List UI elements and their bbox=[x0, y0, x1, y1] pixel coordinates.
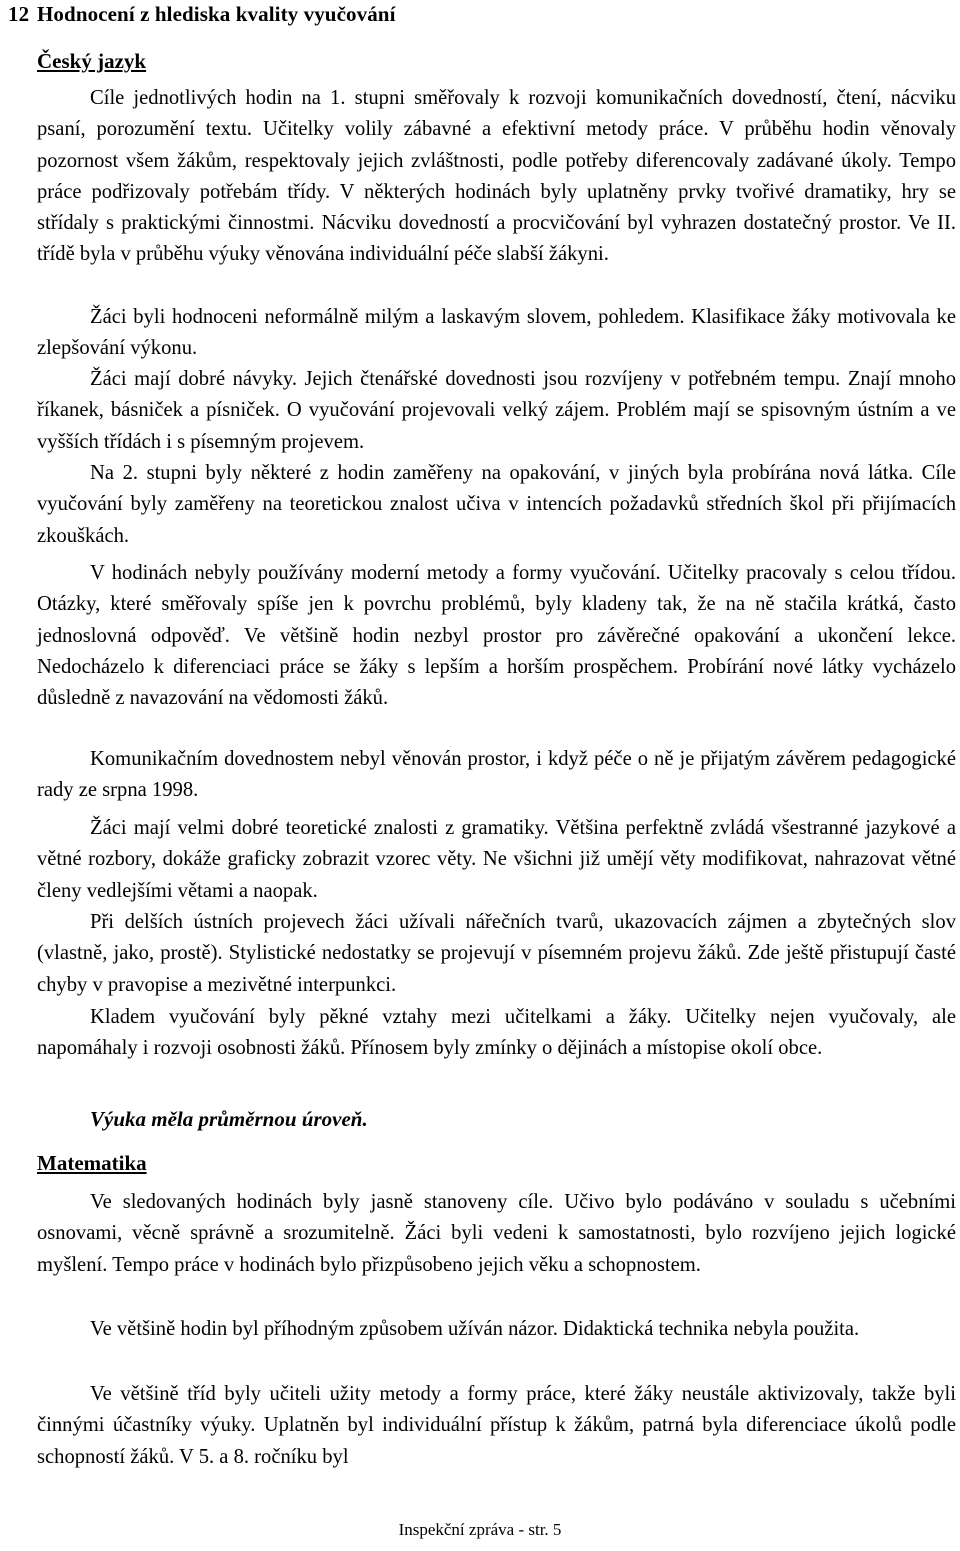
czech-paragraph-2: Žáci byli hodnoceni neformálně milým a laskavým slovem, pohledem. Klasifikace žáky motivovala ke zlepšování výkonu. bbox=[37, 306, 956, 360]
czech-heading: Český jazyk bbox=[37, 49, 147, 73]
math-paragraph-1: Ve sledovaných hodinách byly jasně stanoveny cíle. Učivo bylo podáváno v souladu s učebními osnovami, věcně správně a srozumitelně. Žáci byli vedeni k samostatnosti, bylo rozvíjeno jejich logické myšlení. Tempo práce v hodinách bylo přizpůsobeno jejich věku a schopnostem. bbox=[37, 1191, 956, 1276]
czech-paragraph-8: Při delších ústních projevech žáci užívali nářečních tvarů, ukazovacích zájmen a zbytečných slov (vlastně, jako, prostě). Stylistické nedostatky se projevují v písemném projevu žáků. Zde ještě přistupují časté chyby v pravopise a mezivětné interpunkci. bbox=[37, 911, 956, 996]
math-paragraph-2: Ve většině hodin byl příhodným způsobem užíván názor. Didaktická technika nebyla použita. bbox=[90, 1318, 860, 1340]
czech-verdict: Výuka měla průměrnou úroveň. bbox=[90, 1107, 368, 1131]
czech-paragraph-3: Žáci mají dobré návyky. Jejich čtenářské dovednosti jsou rozvíjeny v potřebném tempu. Znají mnoho říkanek, básniček a písniček. O vyučování projevovali velký zájem. Problém mají se spisovným ústním a ve vyšších třídách i s písemným projevem. bbox=[37, 368, 956, 453]
section-number: 12 bbox=[8, 2, 30, 26]
czech-paragraph-5: V hodinách nebyly používány moderní metody a formy vyučování. Učitelky pracovaly s celou třídou. Otázky, které směřovaly spíše jen k povrchu problémů, byly kladeny tak, že na ně stačila krátká, často jednoslovná odpověď. Ve většině hodin nezbyl prostor pro závěrečné opakování a ukončení lekce. Nedocházelo k diferenciaci práce se žáky s lepším a horším prospěchem. Probírání nové látky vycházelo důsledně z navazování na vědomosti žáků. bbox=[37, 562, 956, 710]
section-title: Hodnocení z hlediska kvality vyučování bbox=[37, 2, 396, 26]
czech-paragraph-9: Kladem vyučování byly pěkné vztahy mezi učitelkami a žáky. Učitelky nejen vyučovaly, ale napomáhaly i rozvoji osobnosti žáků. Přínosem byly zmínky o dějinách a místopise okolí obce. bbox=[37, 1006, 956, 1060]
math-paragraph-3: Ve většině tříd byly učiteli užity metody a formy práce, které žáky neustále aktivizovaly, takže byli činnými účastníky výuky. Uplatněn byl individuální přístup k žákům, patrná byla diferenciace úkolů podle schopností žáků. V 5. a 8. ročníku byl bbox=[37, 1383, 956, 1468]
czech-paragraph-4: Na 2. stupni byly některé z hodin zaměřeny na opakování, v jiných byla probírána nová látka. Cíle vyučování byly zaměřeny na teoretickou znalost učiva v intencích požadavků středních škol při přijímacích zkouškách. bbox=[37, 462, 956, 547]
czech-paragraph-1: Cíle jednotlivých hodin na 1. stupni směřovaly k rozvoji komunikačních dovedností, čtení, nácviku psaní, porozumění textu. Učitelky volily zábavné a efektivní metody práce. V průběhu hodin věnovaly pozornost všem žákům, respektovaly jejich zvláštnosti, podle potřeby diferencovaly zadávané úkoly. Tempo práce podřizovaly potřebám třídy. V některých hodinách byly uplatněny prvky tvořivé dramatiky, hry se střídaly s praktickými činnostmi. Nácviku dovedností a procvičování byl vyhrazen dostatečný prostor. Ve II. třídě byla v průběhu výuky věnována individuální péče slabší žákyni. bbox=[37, 87, 956, 266]
math-heading: Matematika bbox=[37, 1151, 147, 1175]
page-footer: Inspekční zpráva - str. 5 bbox=[398, 1520, 562, 1539]
czech-paragraph-7: Žáci mají velmi dobré teoretické znalosti z gramatiky. Většina perfektně zvládá všestranné jazykové a větné rozbory, dokáže graficky zobrazit vzorec věty. Ne všichni již umějí věty modifikovat, nahrazovat větné členy vedlejšími větami a naopak. bbox=[37, 817, 956, 902]
czech-paragraph-6: Komunikačním dovednostem nebyl věnován prostor, i když péče o ně je přijatým závěrem pedagogické rady ze srpna 1998. bbox=[37, 748, 956, 802]
section-heading bbox=[8, 2, 396, 27]
